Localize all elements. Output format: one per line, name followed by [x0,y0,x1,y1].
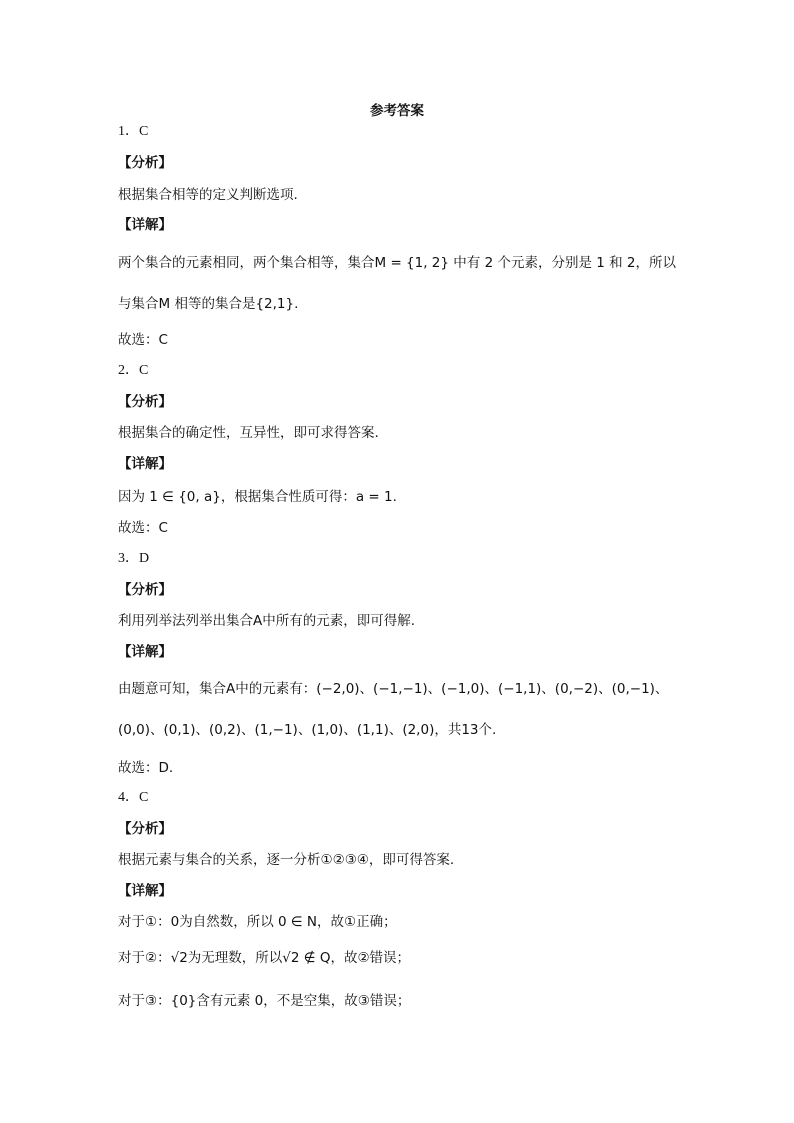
question-2-number: 2．C [118,363,149,378]
question-4-detail-line-1: 对于①：0为自然数，所以 0 ∈ N，故①正确； [118,914,397,930]
question-1-analysis-text: 根据集合相等的定义判断选项. [118,187,298,203]
question-1-analysis-label: 【分析】 [118,155,172,171]
question-3-detail-line-2: (0,0)、(0,1)、(0,2)、(1,−1)、(1,0)、(1,1)、(2,0)，共13个. [118,722,497,738]
question-3-number: 3．D [118,551,150,566]
question-4-detail-line-3: 对于③：{0}含有元素 0，不是空集，故③错误； [118,993,411,1009]
question-1-answer: 故选：C [118,332,168,348]
question-4-detail-label: 【详解】 [118,883,172,899]
question-3-detail-line-1: 由题意可知，集合A中的元素有：(−2,0)、(−1,−1)、(−1,0)、(−1,1)、(0,−2)、(0,−1)、 [118,681,669,697]
question-4-analysis-text: 根据元素与集合的关系，逐一分析①②③④，即可得答案. [118,852,455,868]
page-title: 参考答案 [370,103,424,119]
question-4-analysis-label: 【分析】 [118,821,172,837]
question-3-detail-label: 【详解】 [118,644,172,660]
question-2-answer: 故选：C [118,520,168,536]
question-4-number: 4．C [118,790,149,805]
question-3-answer: 故选：D. [118,760,174,776]
question-2-analysis-label: 【分析】 [118,394,172,410]
question-4-detail-line-2: 对于②：√2为无理数，所以√2 ∉ Q，故②错误； [118,950,411,966]
question-1-detail-line-2: 与集合M 相等的集合是{2,1}. [118,296,299,312]
question-3-analysis-label: 【分析】 [118,582,172,598]
question-1-detail-label: 【详解】 [118,217,172,233]
question-2-detail-line-1: 因为 1 ∈ {0, a}，根据集合性质可得：a = 1. [118,489,397,505]
question-1-number: 1．C [118,124,149,139]
question-3-analysis-text: 利用列举法列举出集合A中所有的元素，即可得解. [118,613,416,629]
question-1-detail-line-1: 两个集合的元素相同，两个集合相等，集合M = {1, 2} 中有 2 个元素，分别是 1 和 2，所以 [118,255,676,271]
question-2-analysis-text: 根据集合的确定性，互异性，即可求得答案. [118,425,379,441]
question-2-detail-label: 【详解】 [118,456,172,472]
